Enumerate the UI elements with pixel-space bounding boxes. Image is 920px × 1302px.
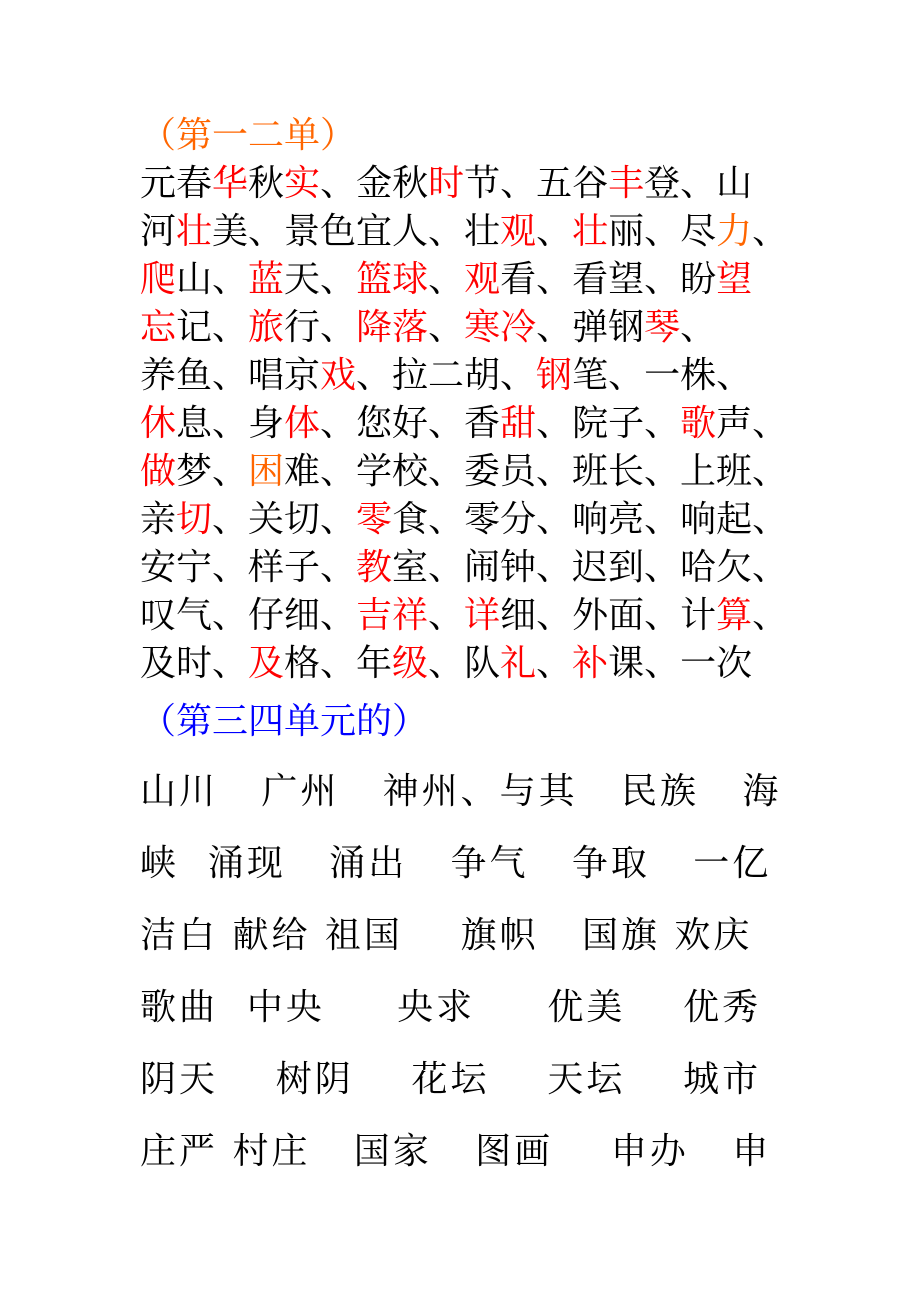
word-run: 课、一次 bbox=[608, 643, 753, 684]
word-run: 记、 bbox=[176, 307, 249, 348]
word-run: 梦、 bbox=[176, 451, 249, 492]
section2-line: 山川 广州 神州、与其 民族 海 bbox=[140, 771, 782, 812]
highlighted-word: 吉祥 bbox=[356, 595, 429, 636]
highlighted-word: 蓝 bbox=[248, 259, 285, 300]
highlighted-word: 篮球 bbox=[356, 259, 429, 300]
highlighted-word: 实 bbox=[284, 163, 321, 204]
word-run: 、金秋 bbox=[320, 163, 429, 204]
word-run: 山、 bbox=[176, 259, 249, 300]
section1-line bbox=[140, 496, 800, 544]
highlighted-word: 忘 bbox=[140, 307, 177, 348]
word-run: 看、看望、盼 bbox=[500, 259, 717, 300]
highlighted-word: 甜 bbox=[500, 403, 537, 444]
highlighted-word: 旅 bbox=[248, 307, 285, 348]
highlighted-word: 补 bbox=[572, 643, 609, 684]
highlighted-word: 琴 bbox=[644, 307, 681, 348]
highlighted-word: 爬 bbox=[140, 259, 177, 300]
word-run: 室、闹钟、迟到、哈欠、 bbox=[392, 547, 789, 588]
highlighted-word: 算 bbox=[716, 595, 753, 636]
word-run: 笔、一株、 bbox=[572, 355, 753, 396]
highlighted-word: 壮 bbox=[572, 211, 609, 252]
highlighted-word: 钢 bbox=[536, 355, 573, 396]
highlighted-word: 切 bbox=[176, 499, 213, 540]
highlighted-word: 丰 bbox=[608, 163, 645, 204]
highlighted-word: 困 bbox=[248, 451, 285, 492]
word-run: 、 bbox=[680, 307, 717, 348]
section1-line bbox=[140, 256, 800, 304]
word-run: 难、学校、委员、班长、上班、 bbox=[284, 451, 789, 492]
highlighted-word: 观 bbox=[464, 259, 501, 300]
highlighted-word: 时 bbox=[428, 163, 465, 204]
highlighted-word: 戏 bbox=[320, 355, 357, 396]
word-run: 、 bbox=[536, 643, 573, 684]
section1-line bbox=[140, 640, 800, 688]
section1-word-list bbox=[140, 160, 800, 688]
word-run: 养鱼、唱京 bbox=[140, 355, 321, 396]
highlighted-word: 华 bbox=[212, 163, 249, 204]
word-run: 食、零分、响亮、响起、 bbox=[392, 499, 789, 540]
word-run: 登、山 bbox=[644, 163, 753, 204]
word-run: 、 bbox=[428, 595, 465, 636]
word-run: 亲 bbox=[140, 499, 177, 540]
section1-line bbox=[140, 544, 800, 592]
word-run: 天、 bbox=[284, 259, 357, 300]
section1-line bbox=[140, 592, 800, 640]
word-run: 美、景色宜人、壮 bbox=[212, 211, 501, 252]
section1-heading: （第一二单） bbox=[140, 115, 357, 156]
word-run: 细、外面、计 bbox=[500, 595, 717, 636]
word-run: 、关切、 bbox=[212, 499, 357, 540]
section2-line: 庄严 村庄 国家 图画 申办 申 bbox=[140, 1131, 772, 1172]
highlighted-word: 望 bbox=[716, 259, 753, 300]
highlighted-word: 寒冷 bbox=[464, 307, 537, 348]
word-run: 元春 bbox=[140, 163, 213, 204]
highlighted-word: 礼 bbox=[500, 643, 537, 684]
highlighted-word: 教 bbox=[356, 547, 393, 588]
word-run: 安宁、样子、 bbox=[140, 547, 357, 588]
section1-line bbox=[140, 400, 800, 448]
highlighted-word: 体 bbox=[284, 403, 321, 444]
section1-line bbox=[140, 208, 800, 256]
section2-line: 峡 涌现 涌出 争气 争取 一亿 bbox=[140, 843, 772, 884]
section1-line bbox=[140, 448, 800, 496]
word-run: 河 bbox=[140, 211, 177, 252]
word-run: 格、年 bbox=[284, 643, 393, 684]
highlighted-word: 级 bbox=[392, 643, 429, 684]
word-run: 、弹钢 bbox=[536, 307, 645, 348]
section1-line bbox=[140, 304, 800, 352]
word-run: 、 bbox=[752, 211, 789, 252]
section2-line: 洁白 献给 祖国 旗帜 国旗 欢庆 bbox=[140, 915, 753, 956]
highlighted-word: 详 bbox=[464, 595, 501, 636]
highlighted-word: 及 bbox=[248, 643, 285, 684]
highlighted-word: 壮 bbox=[176, 211, 213, 252]
word-run: 、 bbox=[428, 307, 465, 348]
highlighted-word: 观 bbox=[500, 211, 537, 252]
word-run: 、 bbox=[752, 595, 789, 636]
word-run: 、队 bbox=[428, 643, 501, 684]
section1-line bbox=[140, 160, 800, 208]
word-run: 节、五谷 bbox=[464, 163, 609, 204]
section2-word-list bbox=[140, 756, 800, 1188]
word-run: 秋 bbox=[248, 163, 285, 204]
word-run: 声、 bbox=[716, 403, 789, 444]
word-run: 丽、尽 bbox=[608, 211, 717, 252]
section1-line bbox=[140, 352, 800, 400]
word-run: 息、身 bbox=[176, 403, 285, 444]
word-run: 、 bbox=[536, 211, 573, 252]
word-run: 叹气、仔细、 bbox=[140, 595, 357, 636]
highlighted-word: 零 bbox=[356, 499, 393, 540]
word-run: 行、 bbox=[284, 307, 357, 348]
highlighted-word: 做 bbox=[140, 451, 177, 492]
word-run: 、您好、香 bbox=[320, 403, 501, 444]
document-page bbox=[140, 112, 800, 1188]
section2-line: 阴天 树阴 花坛 天坛 城市 bbox=[140, 1059, 762, 1100]
word-run: 及时、 bbox=[140, 643, 249, 684]
word-run: 、院子、 bbox=[536, 403, 681, 444]
section2-heading: （第三四单元的） bbox=[140, 701, 429, 742]
highlighted-word: 歌 bbox=[680, 403, 717, 444]
word-run: 、 bbox=[428, 259, 465, 300]
section2-line: 歌曲 中央 央求 优美 优秀 bbox=[140, 987, 762, 1028]
highlighted-word: 降落 bbox=[356, 307, 429, 348]
word-run: 、拉二胡、 bbox=[356, 355, 537, 396]
highlighted-word: 休 bbox=[140, 403, 177, 444]
highlighted-word: 力 bbox=[716, 211, 753, 252]
